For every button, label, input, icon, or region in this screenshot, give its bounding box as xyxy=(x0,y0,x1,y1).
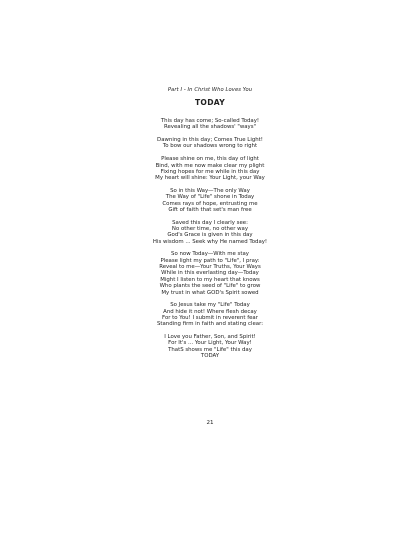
poem-stanza xyxy=(0,156,420,181)
poem-line: Revealing all the shadows' "ways" xyxy=(163,124,257,131)
poem-line: While in this everlasting day—Today xyxy=(161,270,259,277)
poem-line: ThatS shows me "Life" this day xyxy=(168,346,252,353)
poem-line: Please shine on me, this day of light xyxy=(161,156,259,163)
poem-line: Saved this day I clearly see: xyxy=(172,219,248,226)
poem-line: My heart will shine: Your Light, your Way xyxy=(155,175,265,182)
poem-line: To bow our shadows wrong to right xyxy=(162,143,258,150)
poem-line: Might I listen to my heart that knows xyxy=(160,276,260,283)
poem-line: God's Grace is given in this day xyxy=(167,232,253,239)
poem-title: TODAY xyxy=(194,98,226,107)
poem-line: So Jesus take my "Life" Today xyxy=(170,302,250,309)
poem-line: This day has come; So-called Today! xyxy=(160,118,260,124)
poem-body xyxy=(0,118,420,366)
poem-line: Bind, with me now make clear my plight xyxy=(155,162,265,169)
poem-stanza xyxy=(0,220,420,245)
poem-line: No other time, no other way xyxy=(171,226,249,233)
poem-stanza xyxy=(0,334,420,359)
poem-line: Standing firm in faith and stating clear: xyxy=(156,321,264,328)
poem-line: Fixing hopes for me while in this day xyxy=(160,168,260,175)
poem-stanza xyxy=(0,137,420,150)
poem-line: So in this Way—The only Way xyxy=(170,187,250,194)
poem-line: Reveal to me—Your Truths, Your Ways xyxy=(159,264,261,271)
poem-line: Gift of faith that set's man free xyxy=(168,206,252,213)
poem-stanza xyxy=(0,302,420,327)
poem-line: For It's ... Your Light, Your Way! xyxy=(168,340,252,347)
poem-stanza xyxy=(0,188,420,213)
poem-line: Dawning in this day; Comes True Light! xyxy=(157,137,263,144)
poem-line: I Love you Father, Son, and Spirit! xyxy=(164,334,256,341)
poem-line: Who plants the seed of "Life" to grow xyxy=(159,283,261,290)
poem-stanza xyxy=(0,251,420,295)
poem-line: For to You! I submit in reverent fear xyxy=(162,314,258,321)
page-number: 21 xyxy=(206,420,214,426)
running-header: Part I - In Christ Who Loves You xyxy=(167,87,253,93)
poem-line: Comes rays of hope, entrusting me xyxy=(162,200,258,207)
poem-line: So now Today—With me stay xyxy=(171,251,249,258)
poem-line: TODAY xyxy=(200,353,220,360)
poem-line: The Way of "Life" shone in Today xyxy=(165,194,255,201)
poem-line: And hide it not! Where flesh decay xyxy=(163,308,257,315)
poem-line: My trust in what GOD's Spirit sowed xyxy=(161,289,259,296)
poem-stanza xyxy=(0,118,420,131)
poem-line: His wisdom ... Seek why He named Today! xyxy=(152,238,268,245)
poem-line: Please light my path to "Life", I pray: xyxy=(160,257,260,264)
